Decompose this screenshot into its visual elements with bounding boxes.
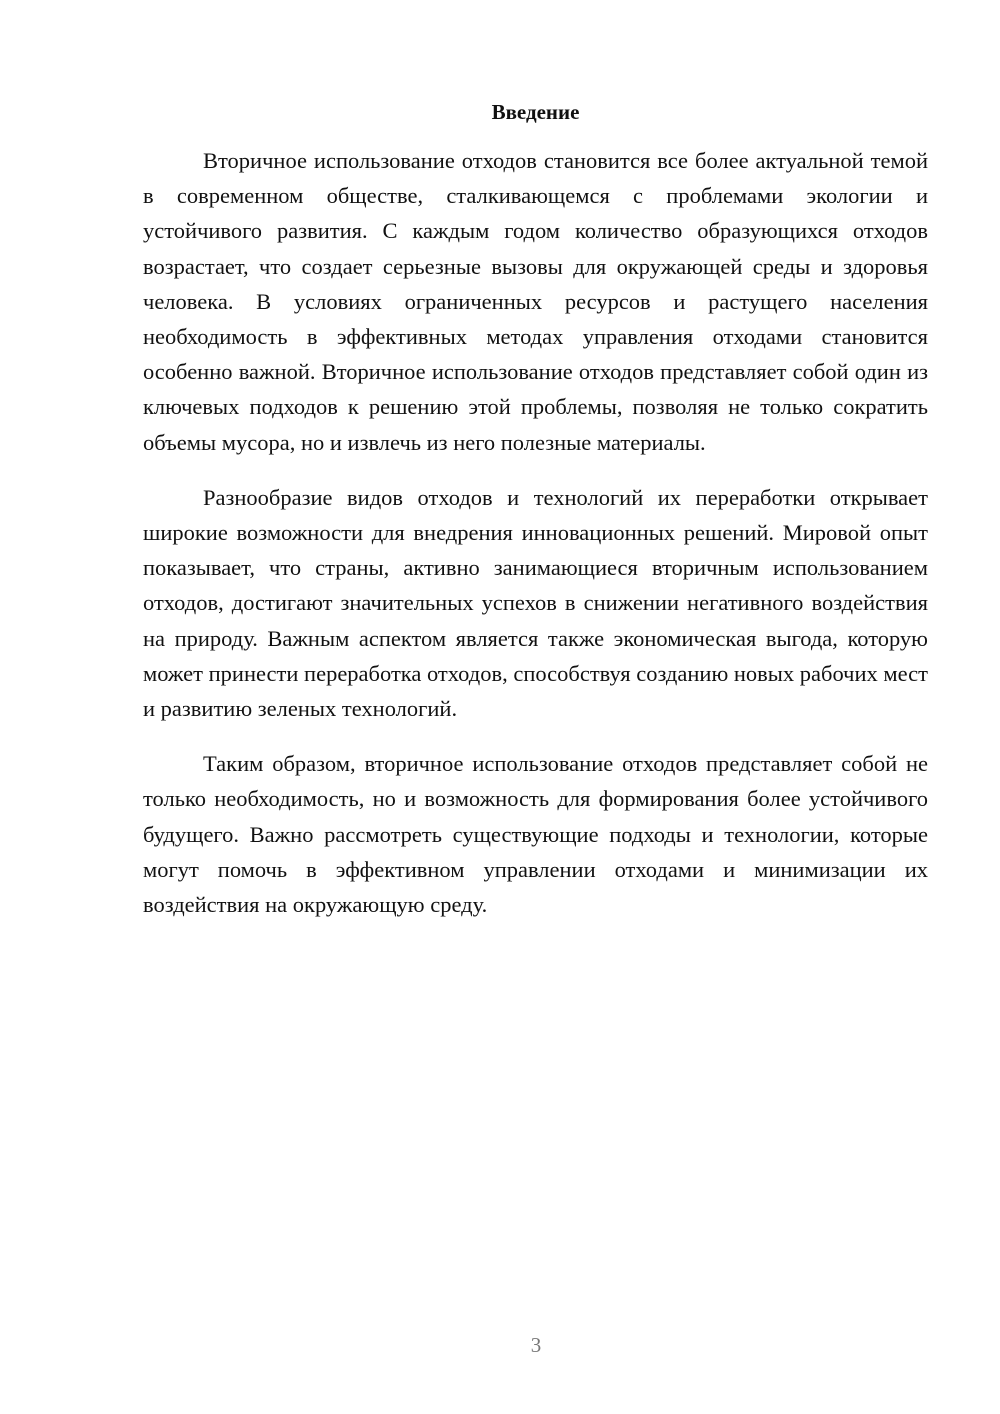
paragraph-1: Вторичное использование отходов становится все более актуальной темой в современном обществе, сталкивающемся с проблемами экологии и устойчивого развития. С каждым годом количество образующихся отходов возрастает, что создает серьезные вызовы для окружающей среды и здоровья человека. В условиях ограниченных ресурсов и растущего населения необходимость в эффективных методах управления отходами становится особенно важной. Вторичное использование отходов представляет собой один из ключевых подходов к решению этой проблемы, позволяя не только сократить объемы мусора, но и извлечь из него полезные материалы. [143,148,928,455]
section-heading: Введение [491,100,580,124]
document-body [143,143,928,942]
page-number: 3 [530,1333,542,1357]
paragraph-2: Разнообразие видов отходов и технологий их переработки открывает широкие возможности для внедрения инновационных решений. Мировой опыт показывает, что страны, активно занимающиеся вторичным использованием отходов, достигают значительных успехов в снижении негативного воздействия на природу. Важным аспектом является также экономическая выгода, которую может принести переработка отходов, способствуя созданию новых рабочих мест и развитию зеленых технологий. [143,484,928,722]
paragraph-3: Таким образом, вторичное использование отходов представляет собой не только необходимость, но и возможность для формирования более устойчивого будущего. Важно рассмотреть существующие подходы и технологии, которые могут помочь в эффективном управлении отходами и минимизации их воздействия на окружающую среду. [143,751,928,918]
